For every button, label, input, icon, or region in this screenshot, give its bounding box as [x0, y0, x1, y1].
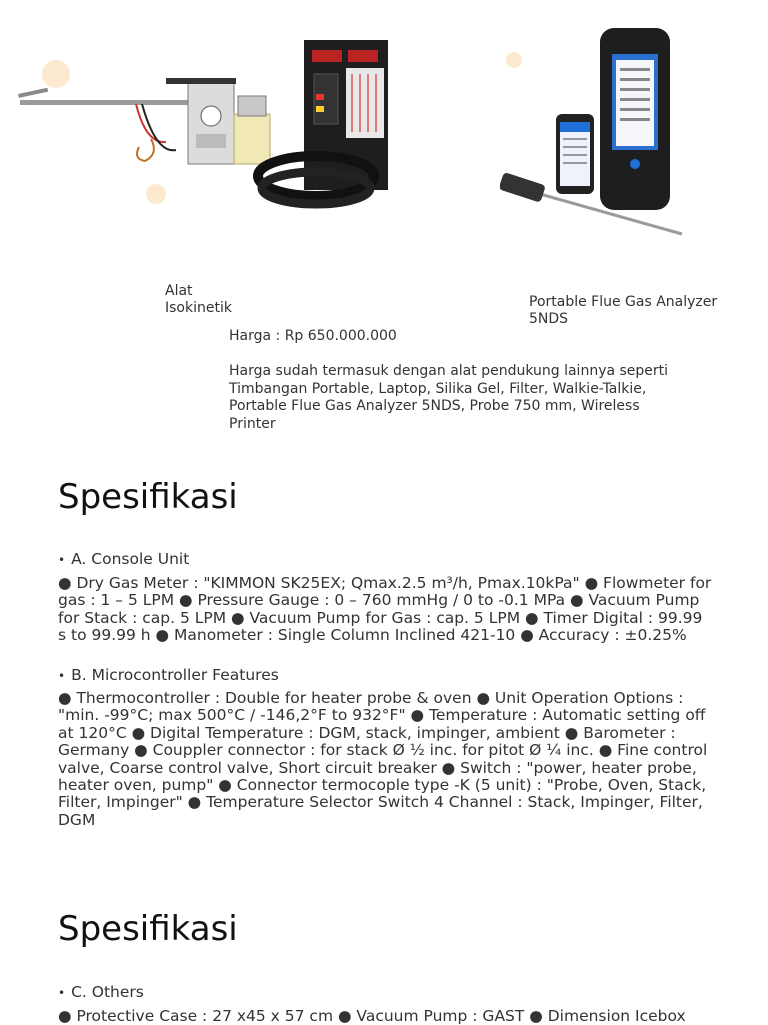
others-specs: ● Protective Case : 27 x45 x 57 cm ● Vacuum Pump : GAST ● Dimension Icebox: [58, 1007, 686, 1025]
section-heading-spesifikasi-2: Spesifikasi: [58, 909, 238, 949]
watermark-logo: [506, 52, 522, 190]
console-unit-specs: ● Dry Gas Meter : "KIMMON SK25EX; Qmax.2.5 m³/h, Pmax.10kPa" ● Flowmeter for gas : 1 – 5 LPM ● Pressure Gauge : 0 – 760 mmHg / 0 to -0.1 MPa ● Vacuum Pump for Stack : cap. 5 LPM ● Vacuum Pump for Gas : cap. 5 LPM ● Timer Digital : 99.99 s to 99.99 h ● Manometer : Single Column Inclined 421-10 ● Accuracy : ±0.25%: [58, 574, 712, 645]
price-text: Harga : Rp 650.000.000: [229, 328, 397, 344]
list-item-label: A. Console Unit: [71, 550, 190, 568]
list-item-console-unit: [58, 550, 189, 569]
bullet-dot-icon: •: [58, 986, 66, 1000]
isokinetic-equipment-image: [16, 24, 402, 256]
list-item-others: [58, 983, 144, 1002]
list-item-microcontroller-features: [58, 666, 279, 685]
isokinetic-illustration: [16, 24, 402, 256]
analyzer-illustration: [500, 24, 688, 240]
flue-gas-analyzer-image: [500, 24, 688, 240]
bullet-dot-icon: •: [58, 669, 66, 683]
bullet-dot-icon: •: [58, 553, 66, 567]
section-heading-spesifikasi: Spesifikasi: [58, 477, 238, 517]
caption-isokinetic: Alat Isokinetik: [165, 283, 232, 316]
list-item-label: C. Others: [71, 983, 144, 1001]
list-item-label: B. Microcontroller Features: [71, 666, 279, 684]
price-note-text: Harga sudah termasuk dengan alat pendukung lainnya seperti Timbangan Portable, Laptop, Silika Gel, Filter, Walkie-Talkie, Portable Flue Gas Analyzer 5NDS, Probe 750 mm, Wireless Printer: [229, 363, 669, 432]
microcontroller-specs: ● Thermocontroller : Double for heater probe & oven ● Unit Operation Options : "min. -99°C; max 500°C / -146,2°F to 932°F" ● Temperature : Automatic setting off at 120°C ● Digital Temperature : DGM, stack, impinger, ambient ● Barometer : Germany ● Couppler connector : for stack Ø ½ inc. for pitot Ø ¼ inc. ● Fine control valve, Coarse control valve, Short circuit breaker ● Switch : "power, heater probe, heater oven, pump" ● Connector termocople type -K (5 unit) : "Probe, Oven, Stack, Filter, Impinger" ● Temperature Selector Switch 4 Channel : Stack, Impinger, Filter, DGM: [58, 689, 708, 829]
caption-flue-gas-analyzer: Portable Flue Gas Analyzer 5NDS: [529, 294, 718, 327]
